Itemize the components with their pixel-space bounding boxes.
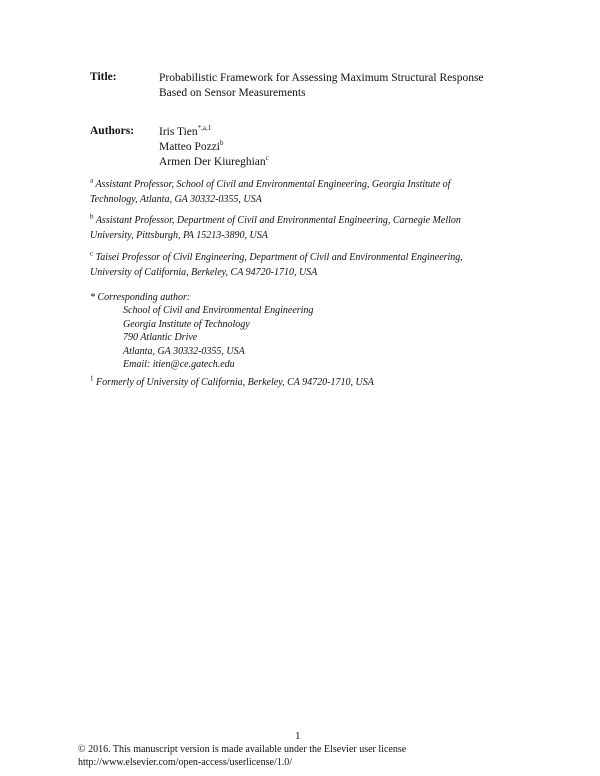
license-footer <box>78 744 406 769</box>
affiliation-b-line-1 <box>90 214 461 229</box>
corresponding-line-1: School of Civil and Environmental Engineering <box>123 305 314 316</box>
affiliation-a-line-1 <box>90 178 450 193</box>
paper-title <box>159 71 484 101</box>
corresponding-heading: * Corresponding author: <box>90 292 191 303</box>
corresponding-line-4: Atlanta, GA 30332-0355, USA <box>123 345 245 357</box>
author-list <box>159 125 269 170</box>
footnote <box>90 376 374 391</box>
author-2-marks: b <box>220 139 224 148</box>
title-label: Title: <box>90 71 117 83</box>
license-url: http://www.elsevier.com/open-access/userlicense/1.0/ <box>78 756 293 768</box>
authors-label: Authors: <box>90 125 135 137</box>
footnote-mark: 1 <box>90 374 94 383</box>
affiliation-c-line-2: University of California, Berkeley, CA 94720-1710, USA <box>90 266 318 278</box>
author-1 <box>159 125 269 140</box>
corresponding-email: Email: itien@ce.gatech.edu <box>123 359 235 370</box>
affiliation-c-mark: c <box>90 249 94 258</box>
license-text: © 2016. This manuscript version is made available under the Elsevier user license <box>78 744 407 755</box>
author-1-marks: *,a,1 <box>197 124 212 133</box>
paper-title-line-1: Probabilistic Framework for Assessing Maximum Structural Response <box>159 72 484 84</box>
affiliation-c-line-1 <box>90 251 463 266</box>
affiliation-a-text: Assistant Professor, School of Civil and Environmental Engineering, Georgia Institute of <box>95 179 451 190</box>
corresponding-line-2: Georgia Institute of Technology <box>123 318 250 330</box>
affiliation-b-text: Assistant Professor, Department of Civil and Environmental Engineering, Carnegie Mellon <box>95 215 461 226</box>
affiliation-a-mark: a <box>90 176 94 185</box>
affiliation-b-mark: b <box>90 212 94 221</box>
corresponding-line-3: 790 Atlantic Drive <box>123 332 198 343</box>
affiliation-c-text: Taisei Professor of Civil Engineering, Department of Civil and Environmental Engineering, <box>95 252 463 263</box>
paper-title-line-2: Based on Sensor Measurements <box>159 87 306 99</box>
affiliation-a <box>90 178 450 207</box>
affiliation-c <box>90 251 463 280</box>
affiliation-b <box>90 214 461 243</box>
page-number: 1 <box>295 730 301 742</box>
corresponding-address <box>123 304 313 372</box>
author-3-name: Armen Der Kiureghian <box>159 156 266 168</box>
footnote-text: Formerly of University of California, Berkeley, CA 94720-1710, USA <box>96 377 374 388</box>
author-3 <box>159 155 269 170</box>
affiliation-a-line-2: Technology, Atlanta, GA 30332-0355, USA <box>90 193 262 205</box>
affiliation-b-line-2: University, Pittsburgh, PA 15213-3890, USA <box>90 229 268 241</box>
author-3-marks: c <box>265 154 269 163</box>
author-2-name: Matteo Pozzi <box>159 141 220 153</box>
author-1-name: Iris Tien <box>159 126 198 138</box>
author-2 <box>159 140 269 155</box>
